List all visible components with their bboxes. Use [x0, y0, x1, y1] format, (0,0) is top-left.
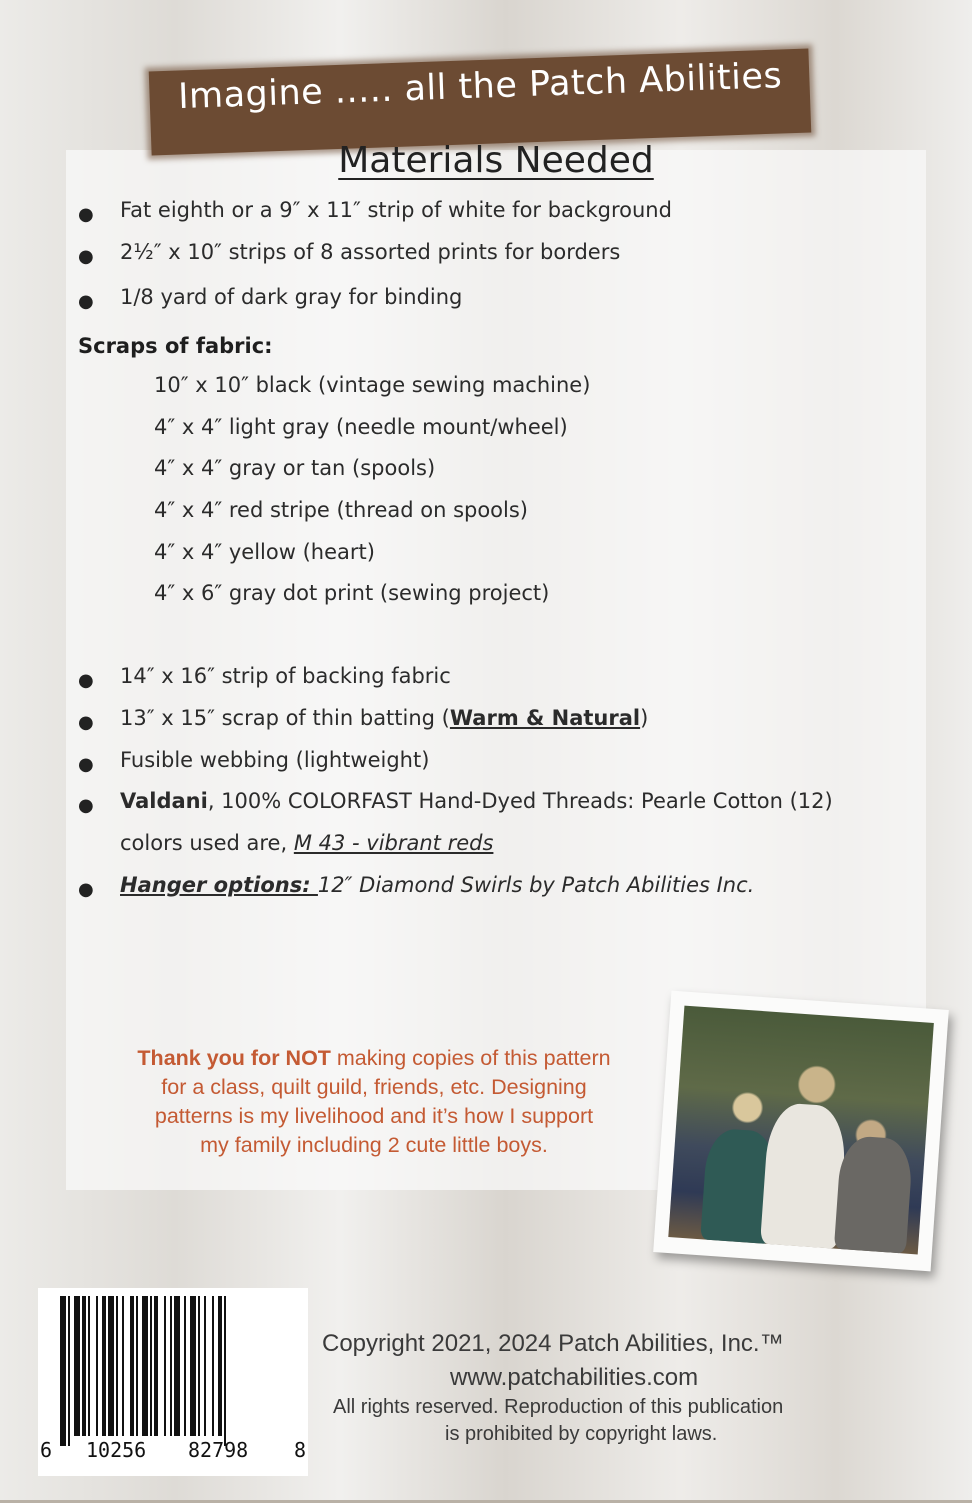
bullet-icon: ●: [78, 246, 94, 267]
valdani-text: , 100% COLORFAST Hand-Dyed Threads: Pearle Cotton (12): [207, 789, 833, 813]
colors-used: [120, 831, 493, 855]
bullet-icon: ●: [78, 204, 94, 225]
bullet-icon: ●: [78, 291, 94, 312]
barcode-bar: [122, 1296, 124, 1436]
barcode-bar: [224, 1296, 226, 1446]
copyright-line: Copyright 2021, 2024 Patch Abilities, Inc.™: [322, 1330, 784, 1357]
barcode-bar: [136, 1296, 138, 1436]
list-item-hanger: [120, 873, 754, 897]
thank-you-note: [84, 1044, 664, 1160]
colors-value-link[interactable]: M 43 - vibrant reds: [293, 831, 494, 855]
barcode-digits-group1: 10256: [86, 1438, 147, 1462]
barcode-bar: [108, 1296, 114, 1436]
hanger-options-link[interactable]: Hanger options:: [120, 873, 318, 897]
bullet-icon: ●: [78, 712, 94, 733]
colors-prefix: colors used are,: [120, 831, 294, 855]
thanks-line3: patterns is my livelihood and it’s how I support: [154, 1104, 594, 1128]
barcode-bar: [190, 1296, 196, 1436]
materials-title: Materials Needed: [338, 140, 654, 181]
scrap-item: 4″ x 4″ yellow (heart): [154, 540, 375, 564]
barcode-bar: [170, 1296, 172, 1436]
barcode-bar: [154, 1296, 158, 1436]
barcode-bar: [142, 1296, 148, 1436]
barcode-bar: [174, 1296, 180, 1436]
batting-prefix: 13″ x 15″ scrap of thin batting (: [120, 706, 450, 730]
scrap-item: 4″ x 4″ red stripe (thread on spools): [154, 498, 529, 522]
rights-line2: is prohibited by copyright laws.: [445, 1423, 718, 1445]
batting-suffix: ): [640, 706, 649, 730]
bullet-icon: ●: [78, 754, 94, 775]
barcode-bar: [68, 1296, 70, 1446]
barcode-bar: [102, 1296, 106, 1436]
barcode-bar: [212, 1296, 214, 1436]
barcode-bar: [130, 1296, 134, 1436]
hanger-text: 12″ Diamond Swirls by Patch Abilities Inc.: [317, 873, 755, 897]
list-item: Fusible webbing (lightweight): [120, 748, 430, 772]
thanks-line4: my family including 2 cute little boys.: [200, 1133, 548, 1157]
list-item: 2½″ x 10″ strips of 8 assorted prints for borders: [120, 240, 621, 264]
barcode-digit-right: 8: [294, 1438, 307, 1462]
bullet-icon: ●: [78, 670, 94, 691]
bullet-icon: ●: [78, 879, 94, 900]
scrap-item: 4″ x 4″ gray or tan (spools): [154, 456, 436, 480]
valdani-brand: Valdani: [120, 789, 208, 813]
barcode-bar: [184, 1296, 186, 1436]
scrap-item: 4″ x 6″ gray dot print (sewing project): [154, 581, 550, 605]
barcode-bar: [198, 1296, 200, 1436]
website-link[interactable]: www.patchabilities.com: [450, 1364, 699, 1391]
thanks-line1: making copies of this pattern: [330, 1046, 611, 1070]
family-photo: [653, 991, 949, 1272]
photo-image: [668, 1006, 934, 1255]
scraps-heading: Scraps of fabric:: [78, 334, 273, 358]
barcode-digits-group2: 82798: [188, 1438, 249, 1462]
barcode-bar: [204, 1296, 206, 1436]
barcode-bars: [58, 1296, 294, 1446]
barcode-bar: [82, 1296, 86, 1436]
barcode-bar: [88, 1296, 90, 1436]
scrap-item: 4″ x 4″ light gray (needle mount/wheel): [154, 415, 568, 439]
bullet-icon: ●: [78, 795, 94, 816]
barcode-bar: [116, 1296, 118, 1436]
list-item: 1/8 yard of dark gray for binding: [120, 285, 463, 309]
barcode: [38, 1288, 308, 1476]
barcode-bar: [60, 1296, 66, 1446]
list-item: Fat eighth or a 9″ x 11″ strip of white for background: [120, 198, 672, 222]
scrap-item: 10″ x 10″ black (vintage sewing machine): [154, 373, 591, 397]
thanks-line2: for a class, quilt guild, friends, etc. Designing: [161, 1075, 587, 1099]
barcode-digit-left: 6: [40, 1438, 53, 1462]
rights-line1: All rights reserved. Reproduction of this publication: [333, 1396, 784, 1418]
barcode-bar: [74, 1296, 80, 1436]
barcode-bar: [96, 1296, 98, 1436]
list-item-valdani: [120, 789, 833, 813]
barcode-bar: [218, 1296, 222, 1436]
list-item-batting: [120, 706, 648, 730]
barcode-bar: [164, 1296, 166, 1436]
thanks-bold: Thank you for NOT: [137, 1046, 331, 1070]
batting-brand-link[interactable]: Warm & Natural: [449, 706, 641, 730]
barcode-bar: [150, 1296, 152, 1436]
banner-title: Imagine ..... all the Patch Abilities: [177, 56, 783, 118]
list-item: 14″ x 16″ strip of backing fabric: [120, 664, 451, 688]
